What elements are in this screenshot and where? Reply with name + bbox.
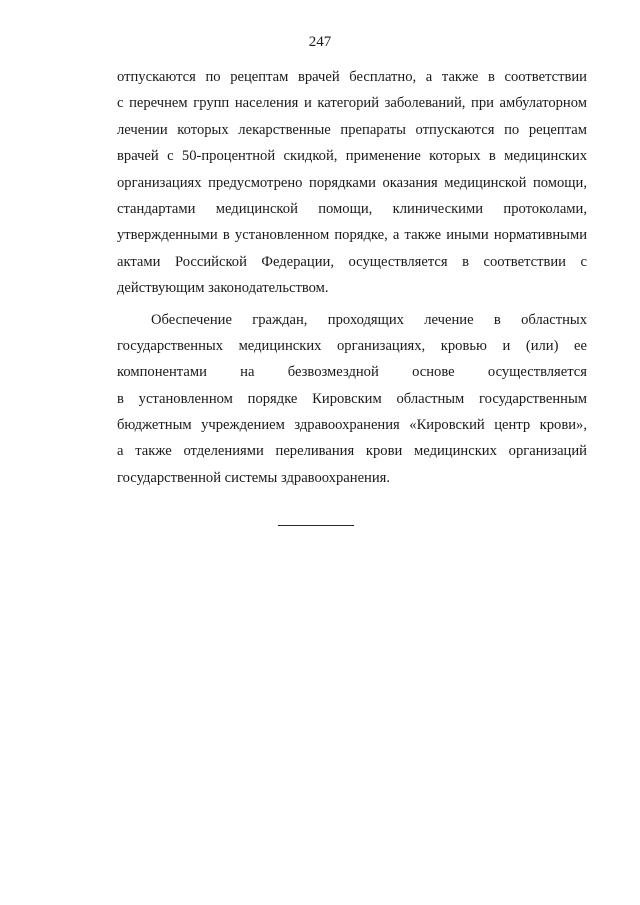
text-line: действующим законодательством.	[117, 280, 329, 297]
text-line: с перечнем групп населения и категорий заболеваний, при амбулаторном	[117, 95, 587, 112]
text-line: актами Российской Федерации, осуществляется в соответствии с	[117, 253, 587, 270]
text-line: организациях предусмотрено порядками оказания медицинской помощи,	[117, 174, 587, 191]
body-text	[117, 64, 587, 491]
text-line: в установленном порядке Кировским областным государственным	[117, 390, 587, 407]
end-of-section-rule	[278, 525, 354, 526]
paragraph	[117, 64, 587, 302]
paragraph	[117, 307, 587, 492]
text-line: врачей с 50-процентной скидкой, применение которых в медицинских	[117, 148, 587, 165]
text-line: компонентами на безвозмездной основе осуществляется	[117, 364, 587, 381]
text-line: лечении которых лекарственные препараты отпускаются по рецептам	[117, 121, 587, 138]
text-line: отпускаются по рецептам врачей бесплатно, а также в соответствии	[117, 69, 587, 85]
page-number: 247	[308, 34, 332, 50]
text-line: государственной системы здравоохранения.	[117, 469, 391, 486]
text-line: а также отделениями переливания крови медицинских организаций	[117, 443, 587, 460]
text-line: бюджетным учреждением здравоохранения «Кировский центр крови»,	[117, 417, 587, 434]
text-line: утвержденными в установленном порядке, а также иными нормативными	[117, 227, 587, 244]
text-line: Обеспечение граждан, проходящих лечение в областных	[151, 311, 587, 328]
text-line: государственных медицинских организациях, кровью и (или) ее	[117, 337, 587, 354]
text-line: стандартами медицинской помощи, клиническими протоколами,	[117, 200, 587, 217]
